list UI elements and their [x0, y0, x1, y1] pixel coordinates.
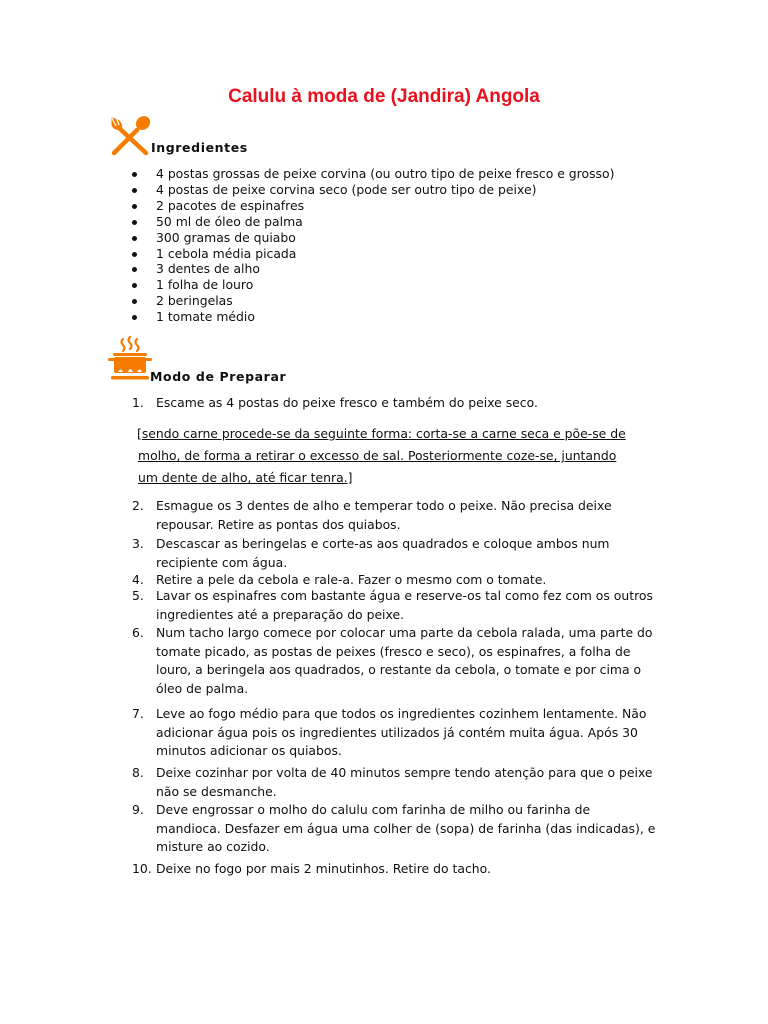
step-number: 4. [132, 572, 144, 587]
step-text: Descascar as beringelas e corte-as aos quadrados e coloque ambos num recipiente com água. [156, 536, 610, 570]
ingredients-heading [106, 116, 306, 158]
cooking-pot-icon [108, 336, 152, 382]
note-text: um dente de alho, até ficar tenra. [138, 470, 348, 485]
step-number: 9. [132, 802, 144, 817]
list-item [128, 801, 668, 857]
ingredients-heading-label: Ingredientes [151, 140, 248, 155]
note-line: molho, de forma a retirar o excesso de sal. Posteriormente coze-se, juntando [138, 448, 617, 463]
list-item: 3 dentes de alho [128, 261, 614, 277]
list-item: 4 postas de peixe corvina seco (pode ser outro tipo de peixe) [128, 182, 614, 198]
step-number: 3. [132, 536, 144, 551]
list-item [128, 764, 668, 801]
step-number: 1. [132, 395, 144, 410]
step-number: 10. [132, 861, 152, 876]
list-item [128, 860, 668, 879]
step-number: 5. [132, 588, 144, 603]
list-item: 1 folha de louro [128, 277, 614, 293]
note-open-bracket: [ [137, 426, 142, 441]
note-line [137, 423, 677, 445]
list-item: 1 tomate médio [128, 309, 614, 325]
step-text: Lavar os espinafres com bastante água e reserve-os tal como fez com os outros ingredientes até a preparação do peixe. [156, 588, 653, 622]
step-text: Num tacho largo comece por colocar uma parte da cebola ralada, uma parte do tomate picado, as postas de peixes (fresco e seco), os espinafres, a folha de louro, a beringela aos quadrados, o restante da cebola, o tomate e por cima o óleo de palma. [156, 625, 653, 696]
step-text: Leve ao fogo médio para que todos os ingredientes cozinhem lentamente. Não adicionar água pois os ingredientes utilizados já contém muita água. Após 30 minutos adicionar os quiabos. [156, 706, 647, 758]
list-item [128, 587, 668, 624]
step-text: Deve engrossar o molho do calulu com farinha de milho ou farinha de mandioca. Desfazer em água uma colher de (sopa) de farinha (das indicadas), e misture ao cozido. [156, 802, 656, 854]
preparation-heading-label: Modo de Preparar [150, 369, 287, 384]
step-number: 7. [132, 706, 144, 721]
step-text: Retire a pele da cebola e rale-a. Fazer o mesmo com o tomate. [156, 572, 547, 587]
list-item: 4 postas grossas de peixe corvina (ou outro tipo de peixe fresco e grosso) [128, 166, 614, 182]
fork-spoon-icon [106, 116, 154, 156]
step-number: 6. [132, 625, 144, 640]
meat-note [137, 423, 677, 489]
list-item [128, 497, 668, 534]
note-line [137, 467, 677, 489]
step-number: 8. [132, 765, 144, 780]
preparation-heading [106, 336, 326, 384]
step-text: Deixe cozinhar por volta de 40 minutos sempre tendo atenção para que o peixe não se desmanche. [156, 765, 653, 799]
step-text: Escame as 4 postas do peixe fresco e também do peixe seco. [156, 395, 538, 410]
list-item: 2 pacotes de espinafres [128, 198, 614, 214]
list-item [128, 394, 668, 413]
recipe-title: Calulu à moda de (Jandira) Angola [228, 86, 540, 107]
note-text: sendo carne procede-se da seguinte forma: corta-se a carne seca e põe-se de [141, 426, 626, 441]
list-item: 300 gramas de quiabo [128, 230, 614, 246]
step-text: Deixe no fogo por mais 2 minutinhos. Retire do tacho. [156, 861, 491, 876]
note-close-bracket: ] [347, 470, 353, 485]
list-item [128, 624, 668, 698]
list-item [128, 705, 668, 761]
list-item [128, 535, 668, 572]
list-item: 2 beringelas [128, 293, 614, 309]
ingredients-list [128, 166, 614, 325]
list-item: 50 ml de óleo de palma [128, 214, 614, 230]
step-number: 2. [132, 498, 144, 513]
step-text: Esmague os 3 dentes de alho e temperar todo o peixe. Não precisa deixe repousar. Retire as pontas dos quiabos. [156, 498, 612, 532]
list-item: 1 cebola média picada [128, 246, 614, 262]
